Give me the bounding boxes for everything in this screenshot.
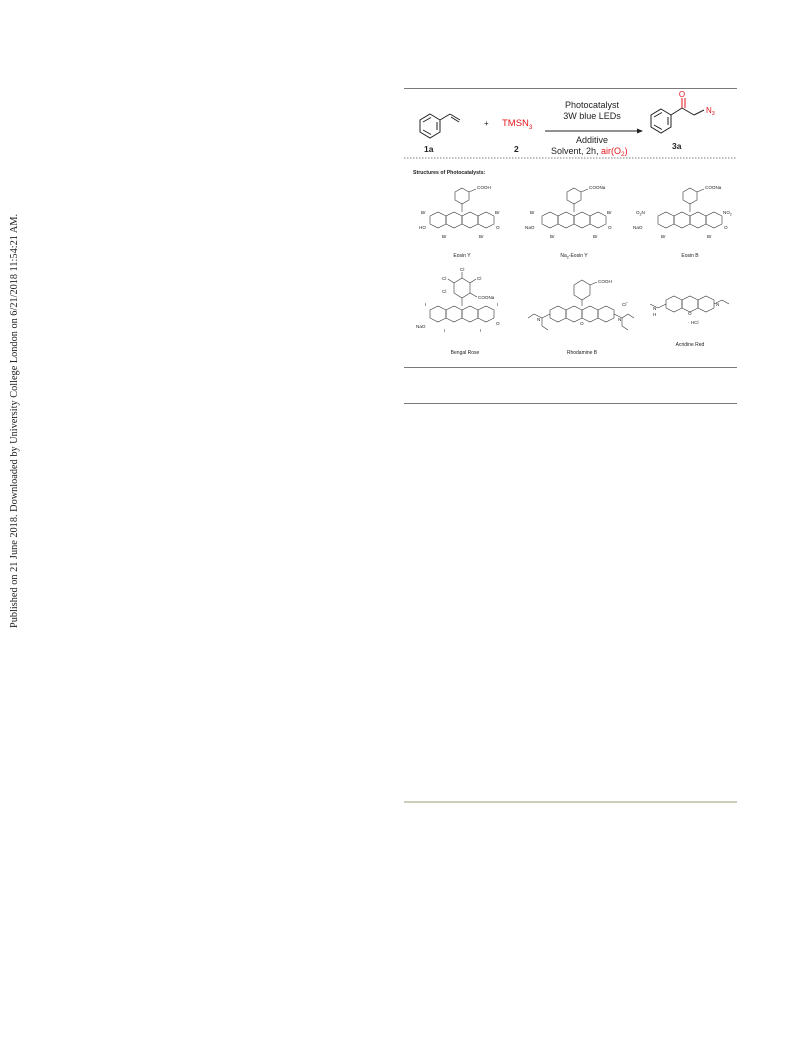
na2-eosin-br-bottom-right: Br bbox=[593, 234, 598, 239]
footer-rule bbox=[404, 801, 737, 803]
section-rule bbox=[404, 403, 737, 404]
eosin-y-cooh: COOH bbox=[477, 185, 491, 190]
styrene-structure bbox=[420, 114, 460, 138]
product-oxygen: O bbox=[678, 90, 686, 99]
eosin-y-br-bottom-left: Br bbox=[442, 234, 447, 239]
rhodamine-n-left: N bbox=[537, 317, 541, 322]
name-eosin-y: Eosin Y bbox=[453, 253, 471, 259]
condition-additive: Additive bbox=[575, 135, 609, 145]
label-2: 2 bbox=[514, 144, 519, 154]
bengal-cl-left-top: Cl bbox=[442, 276, 447, 281]
acridine-h: H bbox=[653, 312, 657, 317]
na2-eosin-structure bbox=[542, 188, 606, 228]
eosin-b-coona: COONa bbox=[705, 185, 722, 190]
na2-eosin-br-right: Br bbox=[607, 210, 612, 215]
label-3a: 3a bbox=[672, 141, 682, 151]
product-azide: $N_3$ bbox=[706, 106, 715, 117]
plus-sign: + bbox=[484, 119, 489, 128]
label-1a: 1a bbox=[424, 144, 434, 154]
eosin-b-br-bottom-left: Br bbox=[661, 234, 666, 239]
structures-heading: Structures of Photocatalysts: bbox=[413, 170, 486, 176]
bengal-o: O bbox=[496, 321, 500, 326]
rhodamine-o: O bbox=[580, 321, 584, 326]
name-na2-eosin-y: $Na_2$-Eosin Y bbox=[560, 253, 588, 260]
na2-eosin-br-bottom-left: Br bbox=[550, 234, 555, 239]
name-eosin-b: Eosin B bbox=[681, 253, 699, 259]
condition-leds: 3W blue LEDs bbox=[563, 111, 621, 121]
bengal-coona: COONa bbox=[478, 295, 495, 300]
eosin-y-ho: HO bbox=[419, 225, 426, 230]
eosin-b-br-bottom-right: Br bbox=[707, 234, 712, 239]
eosin-b-no2-left: $O_2N$ bbox=[636, 210, 645, 217]
eosin-y-br-left: Br bbox=[421, 210, 426, 215]
reaction-scheme bbox=[420, 98, 704, 138]
acridine-n: N bbox=[716, 302, 720, 307]
condition-photocatalyst: Photocatalyst bbox=[564, 100, 620, 110]
bengal-i-bottom-left: I bbox=[444, 328, 446, 333]
name-acridine-red: Acridine Red bbox=[675, 342, 705, 348]
bengal-cl-left: Cl bbox=[442, 289, 447, 294]
reaction-scheme-figure bbox=[404, 88, 737, 370]
bengal-cl-right-top: Cl bbox=[477, 276, 482, 281]
product-structure bbox=[651, 98, 704, 133]
rhodamine-cl-minus: Cl− bbox=[622, 301, 629, 307]
side-note-text: Published on 21 June 2018. Downloaded by University College London on 6/21/2018 11:54:21 AM. bbox=[9, 213, 20, 628]
bengal-nao: NaO bbox=[416, 324, 426, 329]
na2-eosin-o: O bbox=[608, 225, 612, 230]
bengal-i-right: I bbox=[497, 302, 499, 307]
eosin-y-br-right: Br bbox=[495, 210, 500, 215]
rhodamine-cooh: COOH bbox=[598, 279, 612, 284]
eosin-y-structure bbox=[430, 188, 494, 228]
na2-eosin-coona: COONa bbox=[589, 185, 606, 190]
eosin-y-o: O bbox=[496, 225, 500, 230]
eosin-b-o: O bbox=[724, 225, 728, 230]
reagent-label: $TMSN_3$ bbox=[502, 118, 533, 131]
acridine-hcl: · HCl bbox=[688, 320, 699, 325]
acridine-o: O bbox=[688, 311, 692, 316]
eosin-b-structure bbox=[658, 188, 722, 228]
eosin-b-nao: NaO bbox=[633, 225, 643, 230]
bengal-i-left: I bbox=[425, 302, 427, 307]
rhodamine-n-right: N bbox=[618, 317, 622, 322]
bengal-i-bottom-right: I bbox=[480, 328, 482, 333]
na2-eosin-nao: NaO bbox=[525, 225, 535, 230]
side-note bbox=[4, 200, 22, 630]
eosin-y-br-bottom-right: Br bbox=[479, 234, 484, 239]
name-rhodamine-b: Rhodamine B bbox=[566, 350, 598, 356]
na2-eosin-br-left: Br bbox=[530, 210, 535, 215]
condition-solvent: Solvent, 2h, $air(O_2)$ bbox=[551, 146, 628, 158]
bengal-cl-top: Cl bbox=[460, 267, 465, 272]
acridine-nh: N bbox=[653, 306, 657, 311]
name-bengal-rose: Bengal Rose bbox=[450, 350, 480, 356]
eosin-b-no2-right: $NO_2$ bbox=[723, 210, 732, 217]
